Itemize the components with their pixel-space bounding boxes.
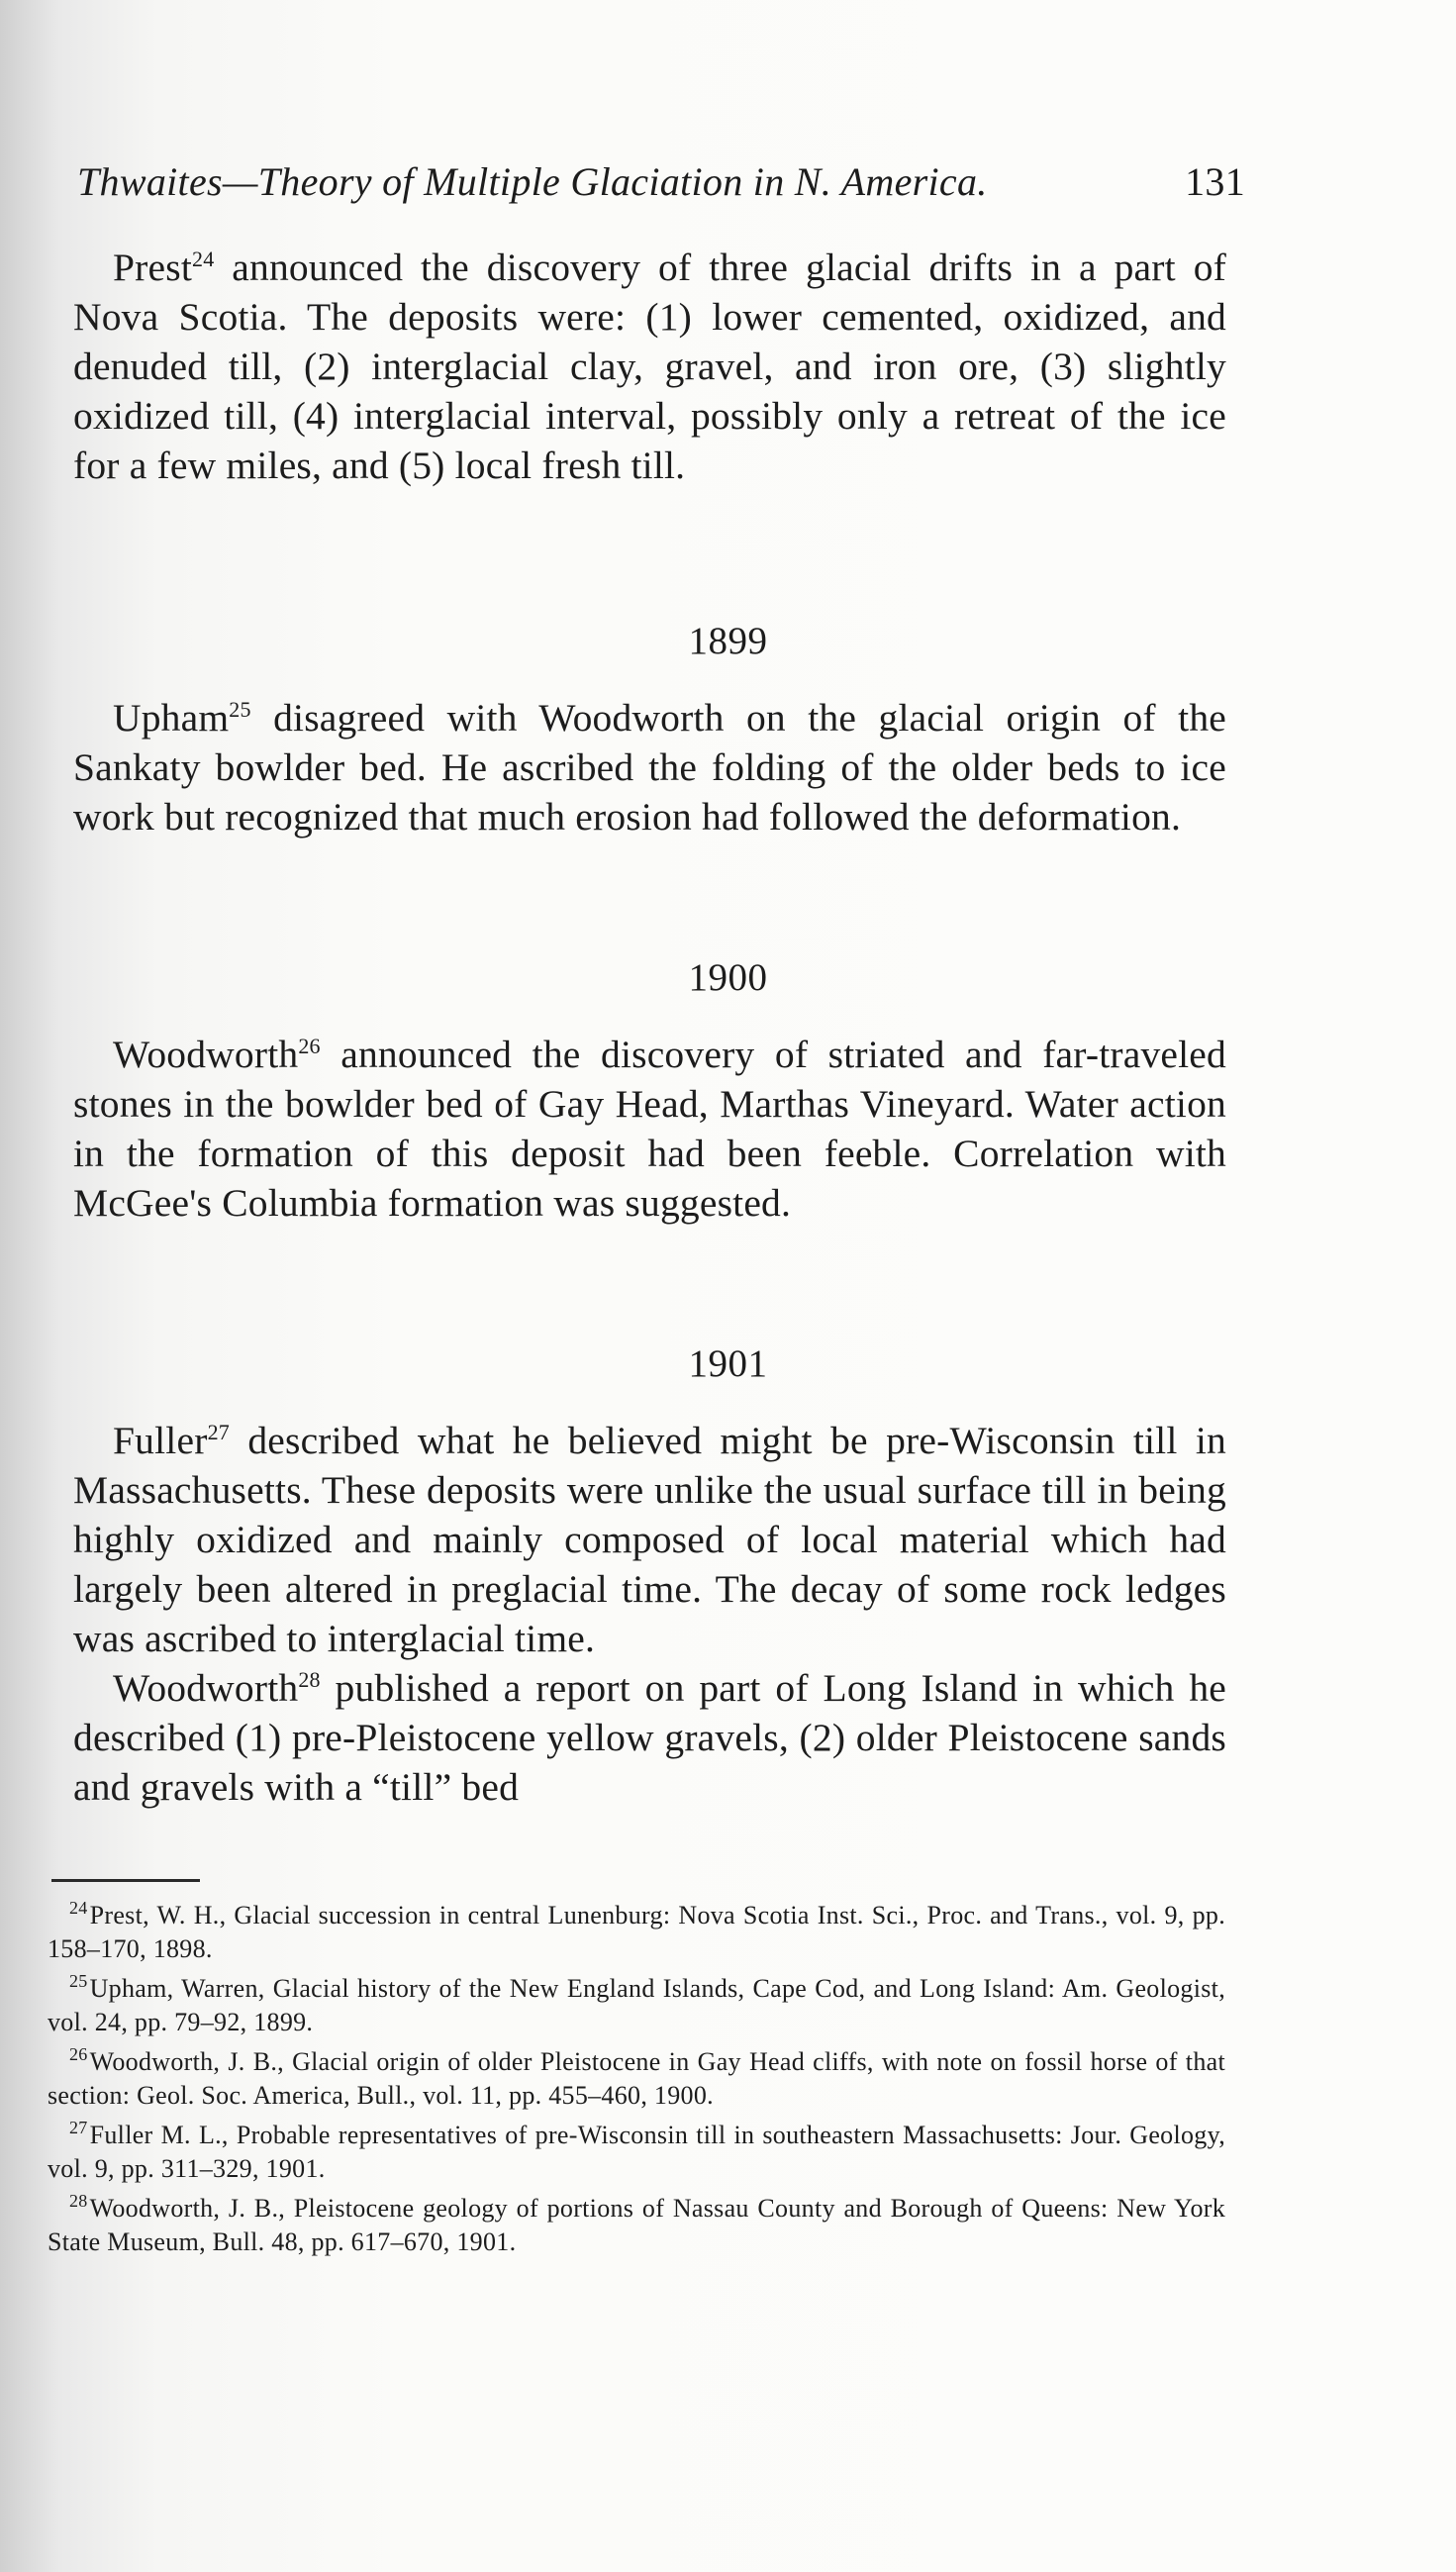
section-prest (73, 243, 1226, 490)
paragraph-woodworth-1901 (73, 1663, 1226, 1812)
footnote-text: Woodworth, J. B., Pleistocene geology of portions of Nassau County and Borough of Queens: New York State Museum, Bull. 48, pp. 617–670, 1901. (48, 2194, 1225, 2256)
paragraph-prest (73, 243, 1226, 490)
paragraph-text: announced the discovery of striated and far-traveled stones in the bowlder bed of Gay Head, Marthas Vineyard. Water action in the formation of this deposit had been feeble. Correlation with McGee's Columbia formation was suggested. (73, 1033, 1226, 1225)
author-name: Woodworth (113, 1666, 299, 1710)
footnote-number: 24 (69, 1898, 88, 1919)
paragraph-text: published a report on part of Long Island in which he described (1) pre-Pleistocene yellow gravels, (2) older Pleistocene sands and gravels with a “till” bed (73, 1666, 1226, 1809)
page-number: 131 (1185, 159, 1245, 204)
section-1899 (73, 693, 1226, 841)
author-name: Upham (113, 696, 230, 740)
paragraph-text: described what he believed might be pre-Wisconsin till in Massachusetts. These deposits were unlike the usual surface till in being highly oxidized and mainly composed of local material which had largely been altered in preglacial time. The decay of some rock ledges was ascribed to interglacial time. (73, 1419, 1226, 1660)
paragraph-text: disagreed with Woodworth on the glacial origin of the Sankaty bowlder bed. He ascribed the folding of the older beds to ice work but recognized that much erosion had followed the deformation. (73, 696, 1226, 839)
footnote-text: Fuller M. L., Probable representatives of pre-Wisconsin till in southeastern Massachusetts: Jour. Geology, vol. 9, pp. 311–329, 1901. (48, 2121, 1225, 2183)
author-name: Fuller (113, 1419, 208, 1462)
footnote-26 (48, 2045, 1225, 2113)
footnotes (48, 1899, 1225, 2265)
footnote-divider (51, 1879, 200, 1882)
year-heading-1899: 1899 (688, 620, 768, 662)
footnote-text: Upham, Warren, Glacial history of the New England Islands, Cape Cod, and Long Island: Am. Geologist, vol. 24, pp. 79–92, 1899. (48, 1974, 1225, 2036)
footnote-24 (48, 1899, 1225, 1966)
footnote-28 (48, 2192, 1225, 2259)
footnote-text: Prest, W. H., Glacial succession in central Lunenburg: Nova Scotia Inst. Sci., Proc. and Trans., vol. 9, pp. 158–170, 1898. (48, 1901, 1225, 1963)
year-heading-1901: 1901 (688, 1342, 768, 1385)
footnote-number: 27 (69, 2118, 88, 2138)
footnote-27 (48, 2119, 1225, 2186)
footnote-text: Woodworth, J. B., Glacial origin of older Pleistocene in Gay Head cliffs, with note on fossil horse of that section: Geol. Soc. America, Bull., vol. 11, pp. 455–460, 1900. (48, 2047, 1225, 2110)
section-1901 (73, 1416, 1226, 1812)
paragraph-text: announced the discovery of three glacial drifts in a part of Nova Scotia. The deposits were: (1) lower cemented, oxidized, and denuded till, (2) interglacial clay, gravel, and iron ore, (3) slightly oxidized till, (4) interglacial interval, possibly only a retreat of the ice for a few miles, and (5) local fresh till. (73, 246, 1226, 487)
author-name: Woodworth (113, 1033, 299, 1076)
footnote-ref: 25 (229, 696, 251, 722)
footnote-ref: 24 (192, 246, 215, 271)
footnote-25 (48, 1972, 1225, 2039)
paragraph-fuller (73, 1416, 1226, 1663)
paragraph-upham (73, 693, 1226, 841)
running-header (77, 158, 1245, 205)
footnote-number: 28 (69, 2191, 88, 2212)
running-title: Thwaites—Theory of Multiple Glaciation in N. America. (77, 159, 988, 204)
footnote-ref: 28 (298, 1666, 321, 1692)
paragraph-woodworth-1900 (73, 1030, 1226, 1228)
author-name: Prest (113, 246, 192, 289)
section-1900 (73, 1030, 1226, 1228)
footnote-number: 25 (69, 1971, 88, 1992)
footnote-ref: 26 (298, 1033, 321, 1058)
footnote-ref: 27 (207, 1419, 230, 1444)
footnote-number: 26 (69, 2044, 88, 2065)
year-heading-1900: 1900 (688, 956, 768, 999)
